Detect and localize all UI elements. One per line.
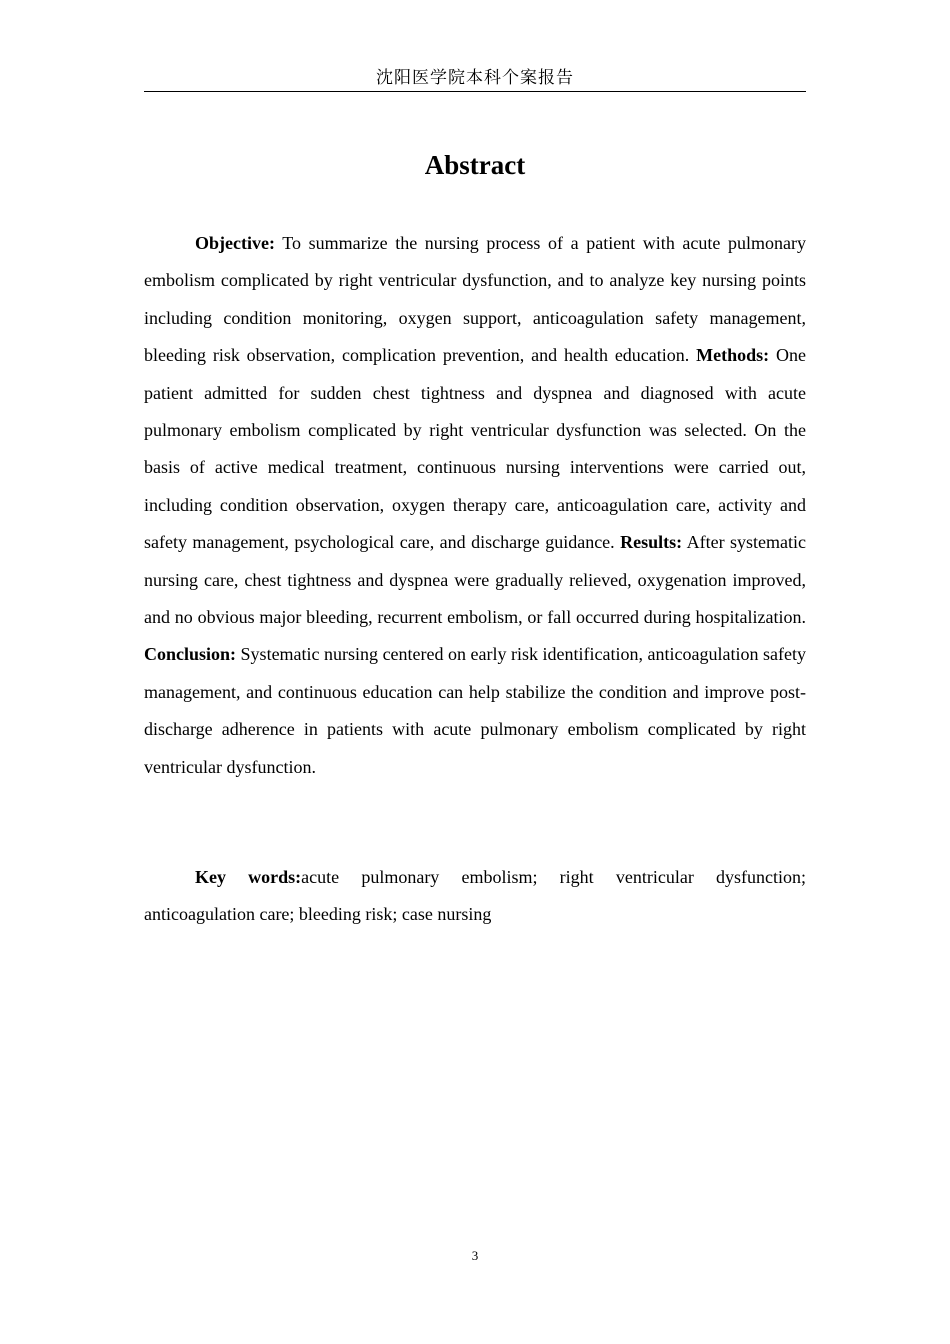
keywords-label: Key words:	[195, 867, 302, 887]
header-rule	[144, 91, 806, 92]
page-title: Abstract	[424, 150, 526, 180]
conclusion-label: Conclusion:	[144, 644, 237, 665]
results-text: After systematic nursing care, chest tightness and dyspnea were gradually relieved, oxygenation improved, and no obvious major bleeding, recurrent embolism, or fall occurred during hospitalization.	[144, 532, 806, 628]
page-number: 3	[471, 1248, 479, 1263]
objective-label: Objective:	[195, 233, 275, 253]
keywords-text: acute pulmonary embolism; right ventricular dysfunction; anticoagulation care; bleeding risk; case nursing	[144, 867, 806, 925]
methods-text: One patient admitted for sudden chest tightness and dyspnea and diagnosed with acute pulmonary embolism complicated by right ventricular dysfunction was selected. On the basis of active medical treatment, continuous nursing interventions were carried out, including condition observation, oxygen therapy care, anticoagulation care, activity and safety management, psychological care, and discharge guidance.	[144, 345, 806, 553]
page-header: 沈阳医学院本科个案报告	[376, 68, 574, 88]
conclusion-text: Systematic nursing centered on early risk identification, anticoagulation safety management, and continuous education can help stabilize the condition and improve post-discharge adherence in patients with acute pulmonary embolism complicated by right ventricular dysfunction.	[144, 644, 806, 777]
abstract-paragraph	[144, 225, 806, 786]
objective-text: To summarize the nursing process of a patient with acute pulmonary embolism complicated by right ventricular dysfunction, and to analyze key nursing points including condition monitoring, oxygen support, anticoagulation safety management, bleeding risk observation, complication prevention, and health education.	[144, 233, 806, 366]
keywords-paragraph	[144, 859, 806, 934]
results-label: Results:	[620, 532, 683, 553]
methods-label: Methods:	[696, 345, 770, 366]
